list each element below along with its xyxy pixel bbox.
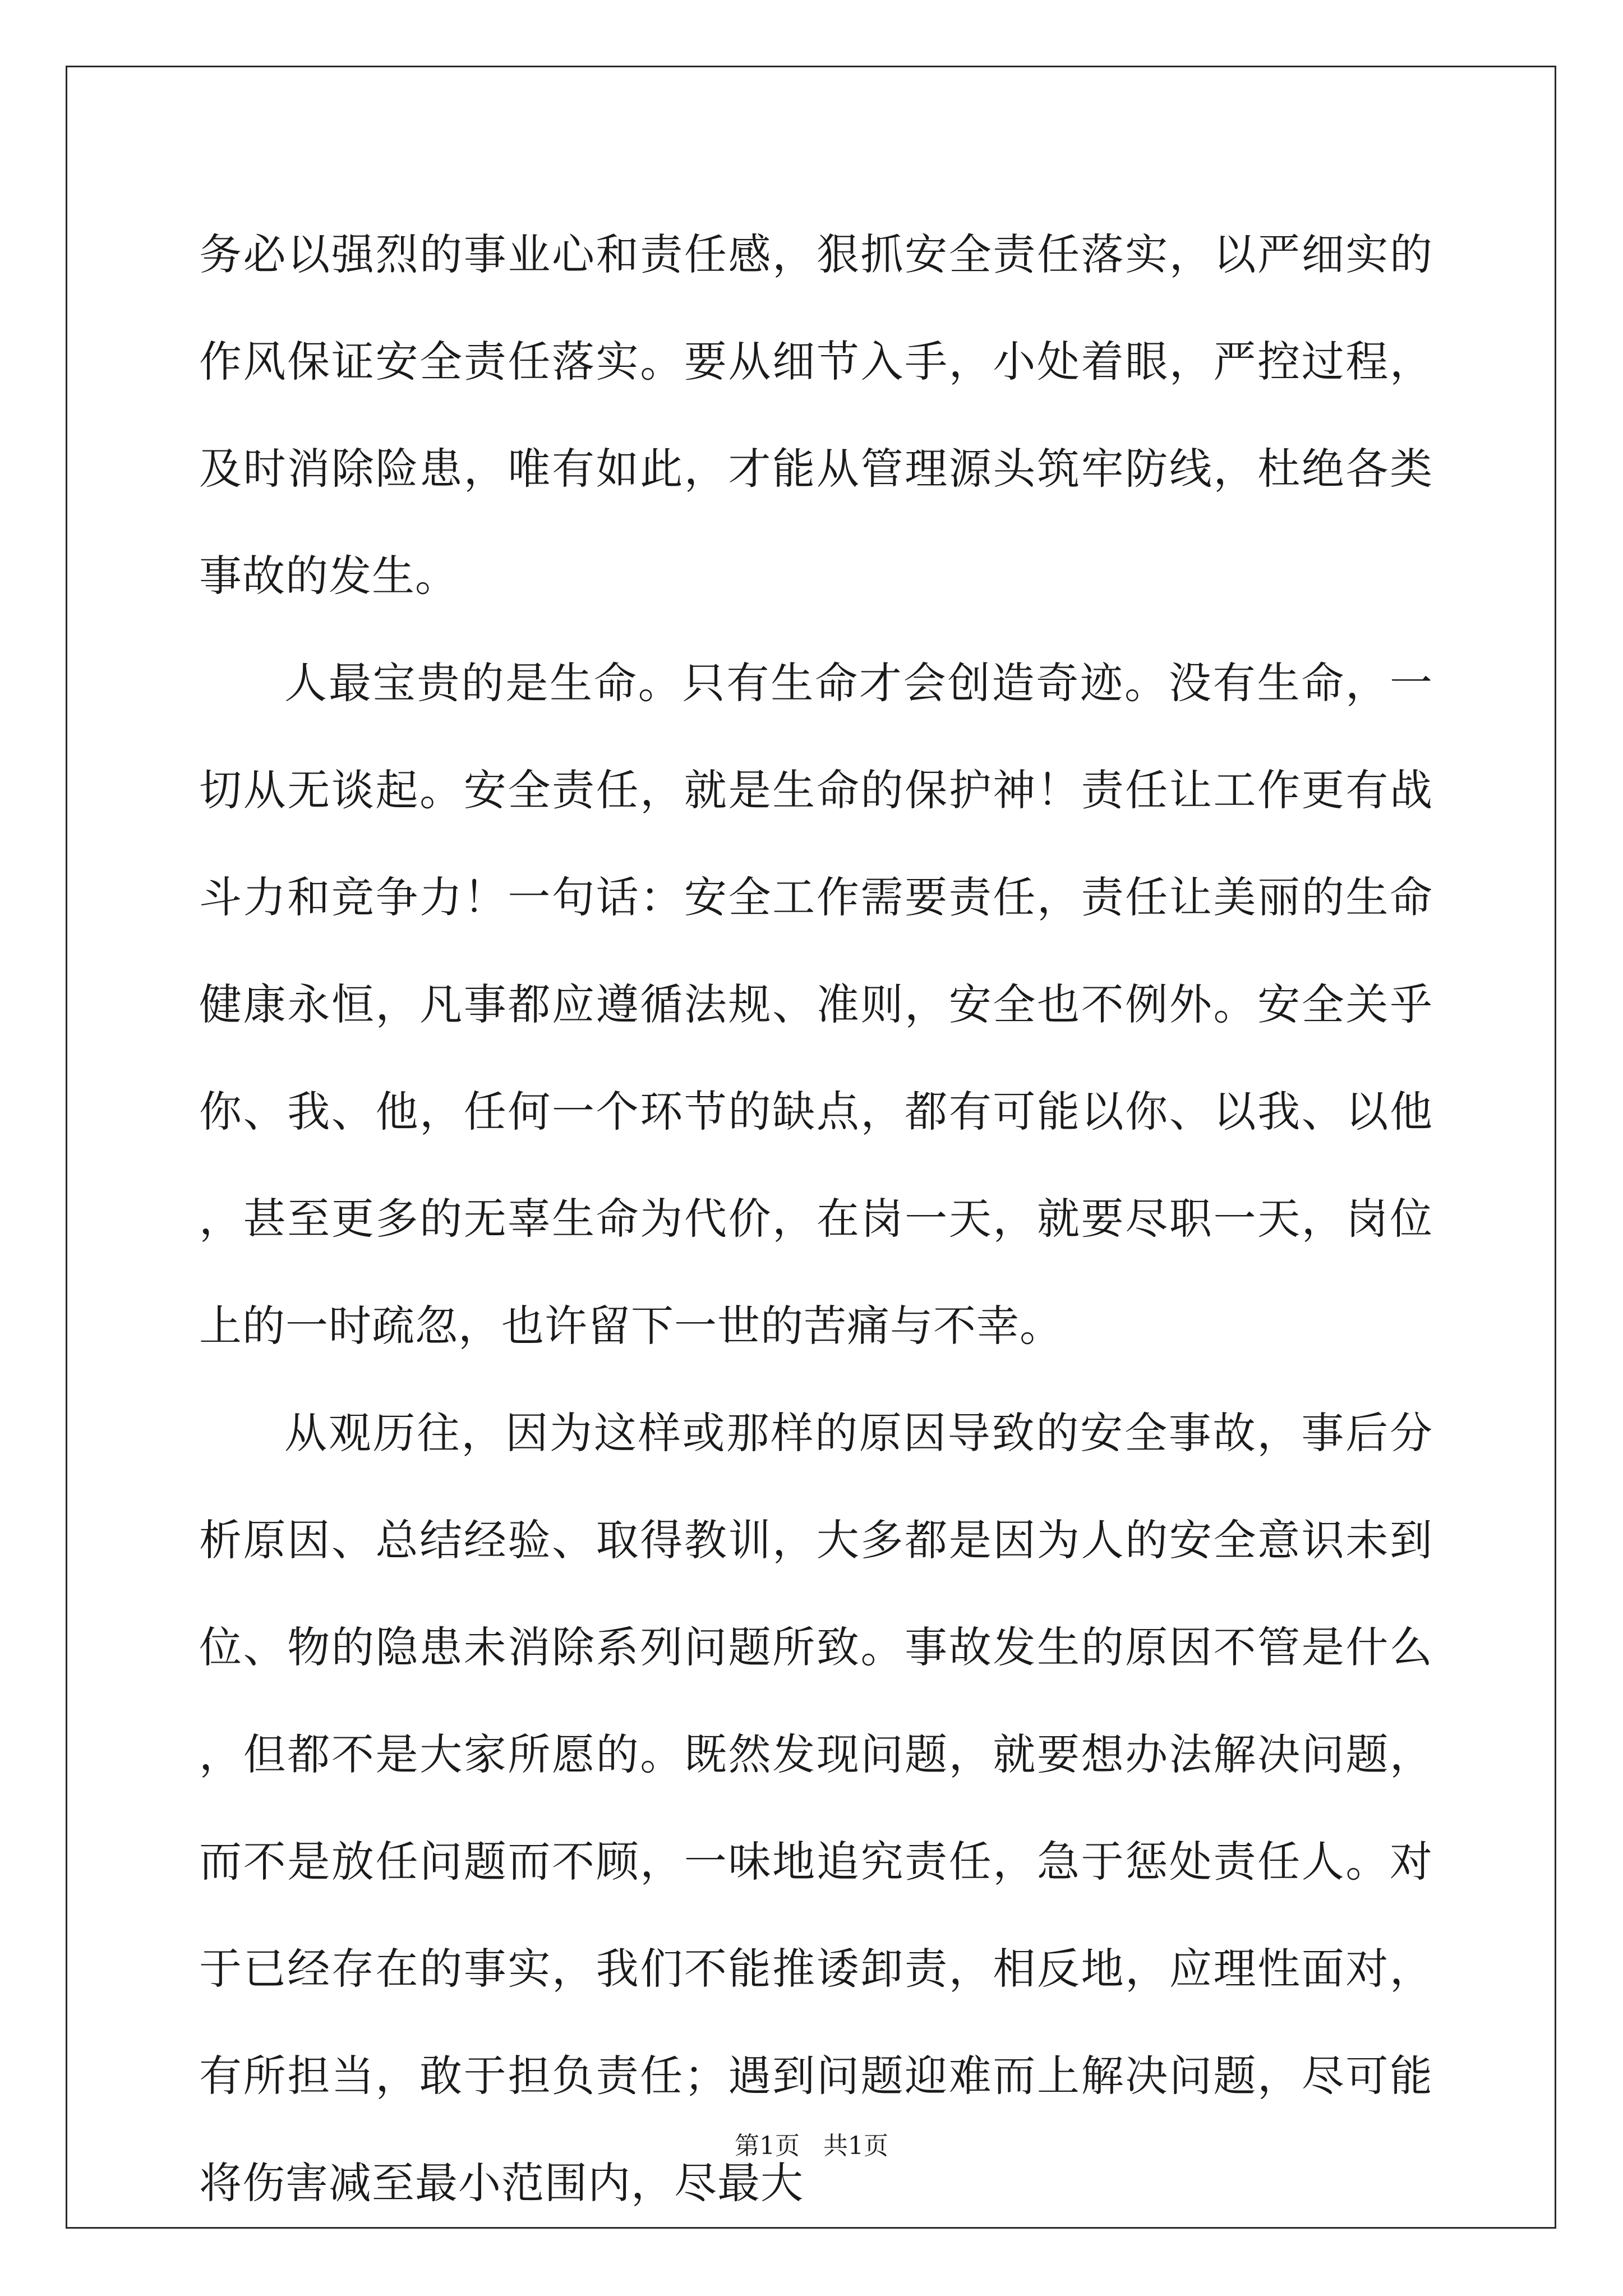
- paragraph-1: 务必以强烈的事业心和责任感，狠抓安全责任落实，以严细实的作风保证安全责任落实。要从细节入手，小处着眼，严控过程，及时消除险患，唯有如此，才能从管理源头筑牢防线，杜绝各类事故的发生。: [199, 229, 1433, 601]
- page-footer: [0, 2129, 1623, 2163]
- page-number: 第1页: [735, 2132, 800, 2160]
- footer-gap: [800, 2132, 823, 2160]
- document-body: [199, 201, 1433, 2237]
- paragraph-2: 人最宝贵的是生命。只有生命才会创造奇迹。没有生命，一切从无谈起。安全责任，就是生命的保护神！责任让工作更有战斗力和竞争力！一句话：安全工作需要责任，责任让美丽的生命健康永恒，凡事都应遵循法规、准则，安全也不例外。安全关乎你、我、他，任何一个环节的缺点，都有可能以你、以我、以他，甚至更多的无辜生命为代价，在岗一天，就要尽职一天，岗位上的一时疏忽，也许留下一世的苦痛与不幸。: [199, 658, 1433, 1351]
- page-total: 共1页: [823, 2132, 888, 2160]
- paragraph-3: 从观历往，因为这样或那样的原因导致的安全事故，事后分析原因、总结经验、取得教训，大多都是因为人的安全意识未到位、物的隐患未消除系列问题所致。事故发生的原因不管是什么，但都不是大家所愿的。既然发现问题，就要想办法解决问题，而不是放任问题而不顾，一味地追究责任，急于惩处责任人。对于已经存在的事实，我们不能推诿卸责，相反地，应理性面对，有所担当，敢于担负责任；遇到问题迎难而上解决问题，尽可能将伤害减至最小范围内，尽最大: [199, 1408, 1433, 2208]
